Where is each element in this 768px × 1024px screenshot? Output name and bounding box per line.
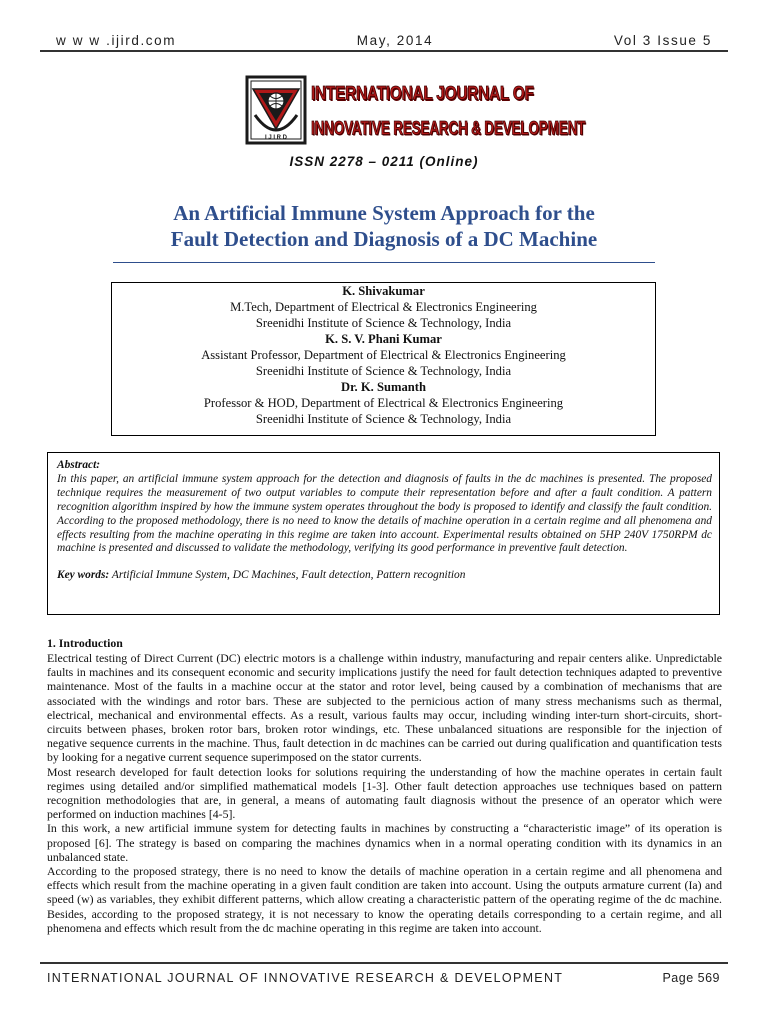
author: [112, 283, 655, 331]
paragraph: Most research developed for fault detection looks for solutions requiring the understanding of how the machine operates in certain fault regimes using detailed and/or simplified mathematical models [1-3]. Other fault detection approaches use techniques based on pattern recognition methodologies that are, in general, a means of automating fault diagnosis without the presence of an operator which were performed on induction machines [4-5].: [47, 764, 722, 822]
paper-title-line-2: Fault Detection and Diagnosis of a DC Machine: [170, 227, 598, 251]
logo-line-1: INTERNATIONAL JOURNAL OF: [311, 83, 534, 105]
footer-rule: [40, 962, 728, 964]
author-name: K. S. V. Phani Kumar: [325, 332, 442, 346]
introduction-section: [47, 636, 722, 935]
author-role: Professor & HOD, Department of Electrical & Electronics Engineering: [203, 396, 564, 410]
author-role: M.Tech, Department of Electrical & Electronics Engineering: [230, 300, 537, 314]
abstract-text: In this paper, an artificial immune system approach for the detection and diagnosis of faults in the dc machines is presented. The proposed technique requires the measurement of two output variables to compute their representation before and after a fault condition. A pattern recognition algorithm inspired by how the immune system operates throughout the body is proposed to identify and classify the fault condition. According to the proposed methodology, there is no need to know the details of machine operation in a certain regime and all phenomena and effects resulting from the machine operating in this regime are taken into account. Experimental results obtained on 5HP 240V 1750RPM dc machine is presented and discussed to validate the methodology, verifying its good performance in preventive fault detection.: [57, 472, 712, 555]
paragraph: According to the proposed strategy, there is no need to know the details of machine operation in a certain regime and all phenomena and effects which result from the machine operating in a given fault condition are taken into account. Using the outputs armature current (Ia) and speed (w) as variables, they exhibit different patterns, which allow creating a characteristic pattern of the operating regime of the dc machine. Besides, according to the proposed strategy, it is not necessary to know the operating details corresponding to a certain regime, and all phenomena and effects which result from the dc machine operating in this regime are taken into account.: [47, 864, 722, 935]
keywords-label: Key words:: [57, 569, 110, 582]
author: [112, 331, 655, 379]
footer-journal-name: INTERNATIONAL JOURNAL OF INNOVATIVE RESEARCH & DEVELOPMENT: [47, 971, 564, 985]
paragraph: In this work, a new artificial immune system for detecting faults in machines by constructing a “characteristic image” of its operation is proposed [6]. The strategy is based on comparing the machines dynamics when in a normal operating condition with its dynamics in an unbalanced state.: [47, 821, 722, 864]
keywords-text: Artificial Immune System, DC Machines, Fault detection, Pattern recognition: [111, 569, 466, 582]
keywords: [57, 569, 712, 583]
svg-text:I J I R D: I J I R D: [264, 135, 288, 141]
running-header: [56, 30, 712, 50]
volume-issue: Vol 3 Issue 5: [613, 32, 712, 48]
paragraph: Electrical testing of Direct Current (DC) electric motors is a challenge within industry, manufacturing and repair centers alike. Unpredictable faults in machines and its consequent economic and security implications justify the need for fault detection techniques adapted to preventive maintenance. Most of the faults in a machine occur at the stator and rotor level, being caused by a combination of mechanisms that are associated with the windings and rotor bars. These are subjected to the pernicious action of many stress mechanisms such as thermal, electrical, mechanical and environmental effects. As a result, various faults may occur, including winding inter-turn short-circuits, short-circuits between phases, broken rotor bars, broken rotor windings, etc. These unbalanced situations are responsible for the injection of negative sequence currents in the machine. Thus, fault detection in dc machines can be carried out during qualification and quantification tests by looking for a negative current sequence superimposed on the stator currents.: [47, 651, 722, 765]
paper-title-line-1: An Artificial Immune System Approach for the: [173, 201, 595, 225]
title-rule: [113, 262, 655, 263]
logo-line-2: INNOVATIVE RESEARCH & DEVELOPMENT: [311, 118, 586, 140]
paper-title: [100, 200, 668, 252]
author-affiliation: Sreenidhi Institute of Science & Technology, India: [255, 364, 512, 378]
author-name: Dr. K. Sumanth: [341, 380, 426, 394]
author-block: [111, 282, 656, 436]
running-footer: [47, 969, 720, 987]
journal-logo: [245, 75, 586, 145]
abstract-box: [47, 452, 720, 615]
issue-date: May, 2014: [356, 32, 434, 48]
author-name: K. Shivakumar: [342, 284, 425, 298]
logo-wordmark: [311, 77, 586, 147]
author-affiliation: Sreenidhi Institute of Science & Technology, India: [255, 316, 512, 330]
author: [112, 379, 655, 427]
journal-website: w w w .ijird.com: [56, 32, 177, 48]
author-affiliation: Sreenidhi Institute of Science & Technology, India: [255, 412, 512, 426]
header-rule: [40, 50, 728, 52]
section-heading: 1. Introduction: [47, 636, 123, 650]
abstract-label: Abstract:: [57, 459, 101, 471]
author-role: Assistant Professor, Department of Electrical & Electronics Engineering: [201, 348, 566, 362]
journal-emblem-icon: [245, 75, 307, 145]
issn-number: ISSN 2278 – 0211 (Online): [289, 154, 479, 169]
page-number: Page 569: [662, 971, 720, 985]
